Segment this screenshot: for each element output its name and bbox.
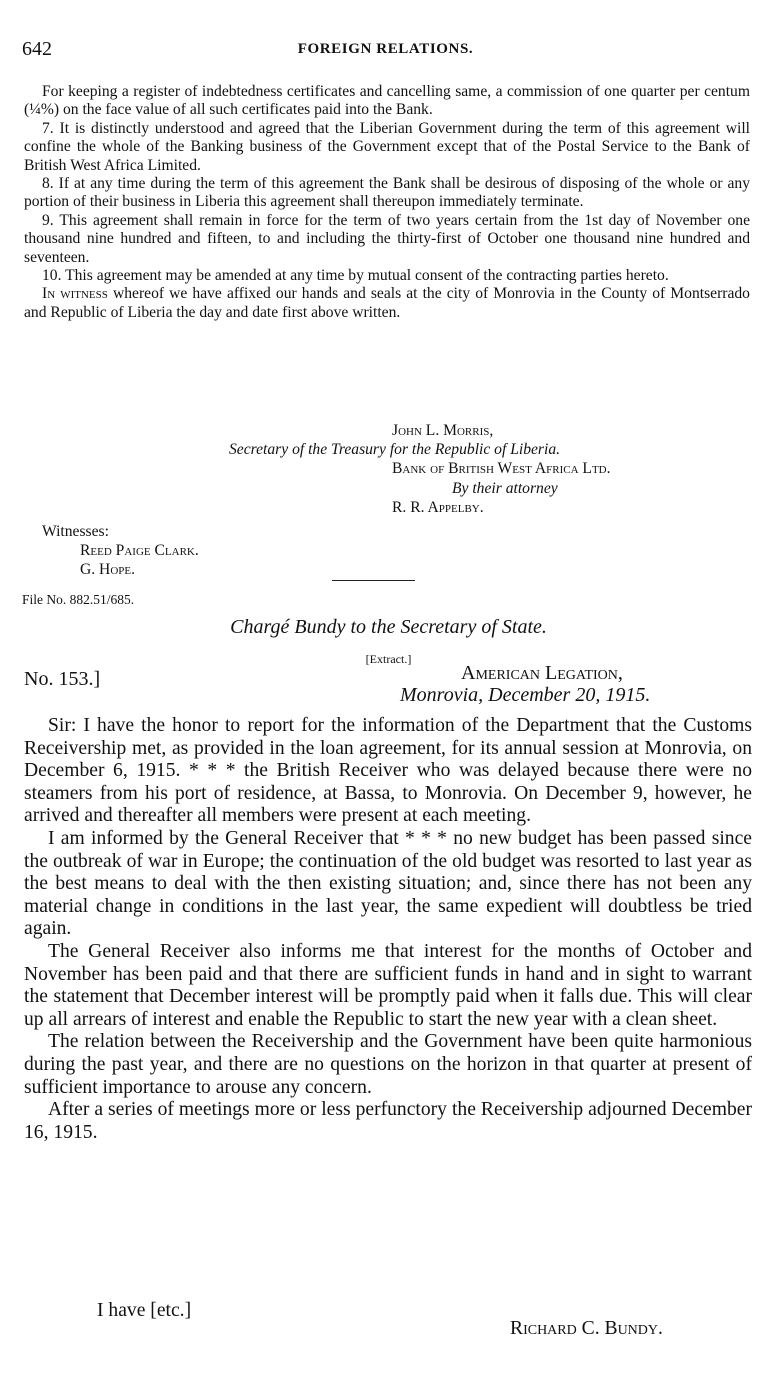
extract-label: [Extract.] [365,652,412,666]
page-header [22,38,749,62]
witness-2: G. Hope. [80,561,135,578]
dispatch-body [24,715,752,1144]
running-title: FOREIGN RELATIONS. [297,41,474,57]
dispatch-signer: Richard C. Bundy. [510,1318,663,1339]
dispatch-paragraph-5: After a series of meetings more or less perfunctory the Receivership adjourned December 16, 1915. [24,1099,752,1143]
dispatch-paragraph-1: Sir: I have the honor to report for the information of the Department that the Customs Receivership met, as provided in the loan agreement, for its annual session at Monrovia, on December 6, 1915. * * * the British Receiver who was delayed because there were no steamers from his port of residence, at Bassa, to Monrovia. On December 9, however, he arrived and thereafter all members were present at each meeting. [24,715,752,827]
witness-paragraph [24,285,750,322]
witness-1: Reed Paige Clark. [80,542,199,559]
closing-line: I have [etc.] [97,1300,192,1321]
signer-1-name: John L. Morris, [392,422,494,439]
witness-lead: In witness [42,285,108,303]
signer-2-name: R. R. Appelby. [392,499,484,516]
file-number: File No. 882.51/685. [22,592,135,607]
clause-8: 8. If at any time during the term of this agreement the Bank shall be desirous of disposing of the whole or any portion of their business in Liberia this agreement shall thereupon immediately terminate. [24,175,750,211]
signer-2-by: By their attorney [452,480,558,497]
witnesses-label: Witnesses: [42,523,109,540]
dispatch-paragraph-2: I am informed by the General Receiver that * * * no new budget has been passed since the outbreak of war in Europe; the continuation of the old budget was resorted to last year as the best means to deal with the then existing situation; and, since there has not been any material change in conditions in the last year, the same expedient will doubtless be tried again. [24,827,752,940]
page-number: 642 [22,38,52,60]
witness-text: whereof we have affixed our hands and seals at the city of Monrovia in the County of Montserrado and Republic of Liberia the day and date first above written. [24,285,750,321]
commission-paragraph: For keeping a register of indebtedness certificates and cancelling same, a commission of one quarter per centum (¼%) on the face value of all such certificates paid into the Bank. [24,83,750,119]
clause-7: 7. It is distinctly understood and agreed that the Liberian Government during the term of this agreement will confine the whole of the Banking business of the Government except that of the Postal Service to the Bank of British West Africa Limited. [24,119,750,174]
signer-1-title: Secretary of the Treasury for the Republic of Liberia. [229,441,561,458]
legation-name: American Legation, [461,662,623,684]
clause-9: 9. This agreement shall remain in force for the term of two years certain from the 1st day of November one thousand nine hundred and fifteen, to and including the thirty-first of October one thousand nine hundred and seventeen. [24,211,750,266]
dispatch-number: No. 153.] [24,668,101,690]
dispatch-paragraph-3: The General Receiver also informs me that interest for the months of October and November has been paid and that there are sufficient funds in hand and in sight to warrant the statement that December interest will be promptly paid when it falls due. This will clear up all arrears of interest and enable the Republic to start the new year with a clean sheet. [24,940,752,1030]
agreement-clauses [24,83,750,322]
dateline: Monrovia, December 20, 1915. [400,684,651,706]
section-divider [332,580,415,581]
dispatch-paragraph-4: The relation between the Receivership and the Government have been quite harmonious during the past year, and there are no questions on the horizon in that quarter at present of sufficient importance to arouse any concern. [24,1031,752,1098]
clause-10: 10. This agreement may be amended at any time by mutual consent of the contracting parties hereto. [42,267,669,285]
dispatch-title: Chargé Bundy to the Secretary of State. [230,616,547,638]
signer-2-bank: Bank of British West Africa Ltd. [392,460,611,477]
